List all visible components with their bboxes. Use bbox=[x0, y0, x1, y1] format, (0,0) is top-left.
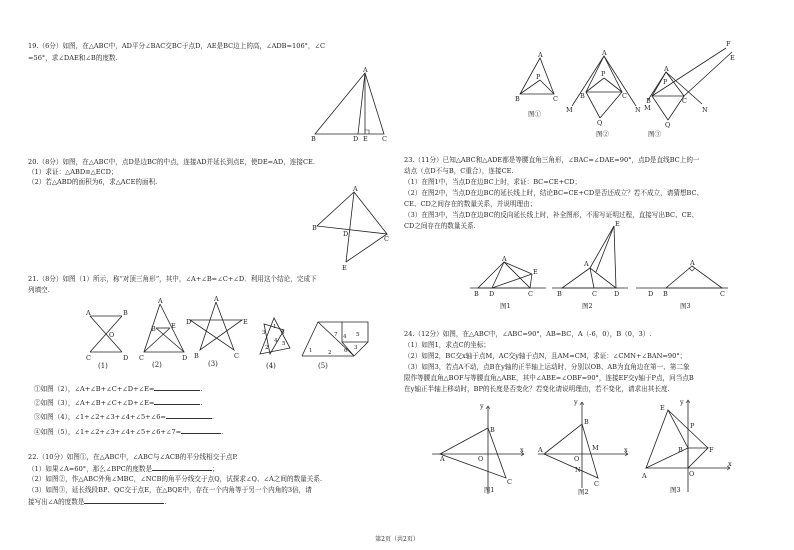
q22-f3-label-m: M bbox=[644, 104, 651, 112]
q19-label-e: E bbox=[363, 135, 368, 143]
q24-line6: 在y轴正半轴上移动时，BP的长度是否变化？若变化请说明理由，若不变化，请求出其长度. bbox=[404, 385, 670, 393]
q19-line1: 19.（6分）如图，在△ABC中，AD平分∠BAC交BC于点D，AE是BC边上的高，∠ADB=106°，∠C bbox=[28, 42, 326, 50]
q24-f3-label-a: A bbox=[642, 472, 647, 480]
q21-blank-4[interactable] bbox=[181, 427, 221, 434]
q21-fill-4: ④如图（5），∠1+∠2+∠3+∠4+∠5+∠6+∠7= . bbox=[34, 428, 224, 436]
q21-blank-1[interactable] bbox=[154, 384, 200, 391]
q22-f3-label-n: N bbox=[702, 106, 708, 114]
q24-f1-label-c: C bbox=[507, 478, 512, 486]
q22-f2-label-p: P bbox=[601, 70, 606, 78]
q21-line2: 列填空. bbox=[28, 286, 50, 294]
q19-line2: =56°，求∠DAE和∠B的度数. bbox=[28, 54, 118, 62]
q21-figure-3 bbox=[186, 295, 250, 368]
q23-f3-label-a: A bbox=[690, 259, 695, 267]
q24-line2: （1）如图1，求点C的坐标； bbox=[404, 341, 490, 349]
q23-line1: 23.（11分）已知△ABC和△ADE都是等腰直角三角形，∠BAC=∠DAE=90°，点D是直线BC上的一 bbox=[404, 156, 700, 164]
q21-caption-1: (1) bbox=[98, 362, 108, 370]
q22-f3-label-c: C bbox=[682, 97, 687, 105]
q22-f1-label-a: A bbox=[538, 51, 543, 59]
q21-f4-n4: 4 bbox=[274, 338, 278, 344]
q22-f1-label-c: C bbox=[553, 95, 558, 103]
q24-f2-label-m: M bbox=[592, 444, 599, 452]
q24-f1-label-x: x bbox=[520, 446, 524, 454]
q20-label-d: D bbox=[343, 230, 349, 238]
q24-f3-label-p: P bbox=[690, 422, 695, 430]
q22-f3-label-b: B bbox=[646, 97, 651, 105]
q23-f2-label-c: C bbox=[592, 290, 597, 298]
q21-fill-1: ①如图（2），∠A+∠B+∠C+∠D+∠E= . bbox=[34, 385, 203, 393]
q23-line7: CD之间存在的数量关系. bbox=[404, 222, 476, 230]
q22-caption-2: 图② bbox=[596, 130, 609, 138]
q22-f3-label-f: F bbox=[726, 40, 731, 48]
q21-f3-label-a: A bbox=[214, 295, 219, 303]
q23-caption-2: 图2 bbox=[582, 302, 593, 310]
q21-caption-3: (3) bbox=[208, 360, 218, 368]
q23-f3-label-b: B bbox=[663, 290, 668, 298]
q21-f5-n3: 3 bbox=[354, 345, 358, 351]
q23-figure-2 bbox=[552, 220, 632, 312]
q23-line3: （1）在图1中，当点D在边BC上时，求证：BC=CE+CD； bbox=[404, 178, 582, 186]
q22-caption-3: 图③ bbox=[648, 130, 661, 138]
q21-f5-n5: 5 bbox=[356, 332, 360, 338]
q24-f3-label-o: O bbox=[689, 470, 695, 478]
q23-line5: CE、CD之间存在的数量关系，并说明理由； bbox=[404, 200, 537, 208]
q21-f5-n2: 2 bbox=[328, 350, 332, 356]
q23-f3-label-d: D bbox=[648, 290, 654, 298]
q24-f1-label-a: A bbox=[440, 455, 445, 463]
q21-caption-4: (4) bbox=[266, 362, 276, 370]
q22-f2-label-n: N bbox=[635, 106, 641, 114]
q24-f1-label-y: y bbox=[480, 402, 484, 410]
q23-f1-label-a: A bbox=[502, 255, 507, 263]
q23-f3-label-c: C bbox=[720, 290, 725, 298]
q22-blank-1[interactable] bbox=[152, 464, 212, 471]
q22-f3-label-q: Q bbox=[665, 121, 671, 129]
q23-f1-label-c: C bbox=[528, 290, 533, 298]
q21-f2-label-d: D bbox=[182, 354, 188, 362]
q22-blank-2[interactable] bbox=[84, 497, 164, 504]
q19-label-b: B bbox=[311, 135, 316, 143]
q20-label-a: A bbox=[353, 185, 358, 193]
q24-f1-label-b: B bbox=[490, 426, 495, 434]
q23-f1-label-b: B bbox=[474, 290, 479, 298]
q20-label-c: C bbox=[384, 235, 389, 243]
q24-caption-1: 图1 bbox=[484, 486, 495, 494]
page-footer: 第2页（共2页） bbox=[375, 536, 419, 543]
q21-f3-label-c: C bbox=[234, 352, 239, 360]
q24-line5: 限作等腰直角△BOF与等腰直角△ABE，其中∠ABE=∠OBF=90°，连接EF交y轴于P点，问当点B bbox=[404, 374, 694, 382]
q21-f3-label-b: B bbox=[194, 352, 199, 360]
q22-figure-1 bbox=[514, 50, 560, 120]
q24-line4: （3）如图3，若点A不动，点B在y轴的正半轴上运动时，分别以OB、AB为直角边在第一、第二象 bbox=[404, 363, 690, 371]
q21-f1-label-a: A bbox=[86, 309, 91, 317]
q22-line1: 22.（10分）如图①，在△ABC中，∠ABC与∠ACB的平分线相交于点P. bbox=[28, 453, 238, 461]
q20-line1: 20.（8分）如图，在△ABC中，点D是边BC的中点，连接AD并延长到点E，使DE=AD，连接CE. bbox=[28, 158, 315, 166]
q21-figure-4 bbox=[254, 312, 298, 370]
q23-line6: （3）在图3中，当点D在边BC的反向延长线上时，补全图形，不需写证明过程，直接写出BC、CE、 bbox=[404, 211, 699, 219]
q21-fill-3: ③如图（4），∠1+∠2+∠3+∠4+∠5+∠6= . bbox=[34, 413, 215, 421]
q24-caption-2: 图2 bbox=[578, 488, 589, 496]
q22-f2-label-b: B bbox=[580, 92, 585, 100]
q19-figure bbox=[310, 66, 390, 143]
q22-line3: （2）如图②，作△ABC外角∠MBC，∠NCB的角平分线交于点Q，试探求∠Q、∠A之间的数量关系. bbox=[28, 475, 323, 483]
q23-f2-label-a: A bbox=[584, 260, 589, 268]
q22-figure-2 bbox=[562, 46, 644, 138]
q21-f3-label-d: D bbox=[186, 318, 192, 326]
q22-f2-label-a: A bbox=[602, 49, 607, 57]
q23-f2-label-b: B bbox=[557, 290, 562, 298]
q20-label-b: B bbox=[312, 224, 317, 232]
q21-f4-n3: 3 bbox=[262, 330, 266, 336]
q21-line1: 21.（8分）如图（1）所示，称“对顶三角形”，其中，∠A+∠B=∠C+∠D．利用这个结论，完成下 bbox=[28, 275, 317, 283]
q24-f2-label-x: x bbox=[624, 446, 628, 454]
q21-f5-n7: 7 bbox=[334, 332, 338, 338]
q22-f2-label-q: Q bbox=[597, 119, 603, 127]
q22-caption-1: 图① bbox=[528, 110, 541, 118]
q21-f4-n1: 1 bbox=[273, 324, 277, 330]
q21-caption-2: (2) bbox=[152, 361, 162, 369]
q21-fill-2: ②如图（3），∠A+∠B+∠C+∠D+∠E= . bbox=[34, 399, 203, 407]
q22-figure-3 bbox=[644, 40, 744, 138]
q21-figure-5 bbox=[298, 316, 378, 370]
q22-f2-label-m: M bbox=[566, 106, 573, 114]
q22-line5: 接写出∠A的度数是 . bbox=[28, 498, 167, 506]
q24-line1: 24.（12分）如图，在△ABC中，∠ABC=90°，AB=BC，A（-6，0），B（0，3）. bbox=[404, 330, 652, 338]
q24-f2-label-o: O bbox=[574, 455, 580, 463]
q24-f2-label-y: y bbox=[574, 398, 578, 406]
q24-f2-label-b: B bbox=[584, 418, 589, 426]
q22-f3-label-p: P bbox=[663, 78, 668, 86]
q24-f2-label-c: C bbox=[594, 480, 599, 488]
q21-f2-label-b: B bbox=[151, 325, 156, 333]
q24-figure-3 bbox=[642, 396, 738, 496]
q21-blank-3[interactable] bbox=[166, 412, 212, 419]
q19-label-d: D bbox=[353, 135, 359, 143]
q21-figure-1 bbox=[86, 309, 130, 370]
q21-f5-n1: 1 bbox=[309, 348, 313, 354]
q23-f1-label-d: D bbox=[489, 290, 495, 298]
q24-f3-label-b: B bbox=[678, 446, 683, 454]
q21-figure-2 bbox=[138, 297, 190, 369]
q21-f4-n6: 6 bbox=[281, 330, 285, 336]
q23-f1-label-e: E bbox=[533, 268, 538, 276]
q22-line2: （1）如果∠A=60°，那么∠BPC的度数是 ； bbox=[28, 465, 219, 473]
q23-f2-label-e: E bbox=[615, 220, 620, 228]
q23-caption-1: 图1 bbox=[500, 302, 511, 310]
q23-figure-1 bbox=[470, 252, 550, 312]
q19-label-a: A bbox=[363, 66, 368, 74]
q24-line3: （2）如图2，BC交x轴于点M，AC交y轴于点N，且AM=CM，求证：∠CMN+∠BAN=90°； bbox=[404, 352, 687, 360]
q23-caption-3: 图3 bbox=[680, 302, 691, 310]
q24-f2-label-n: N bbox=[575, 466, 581, 474]
q21-f1-label-b: B bbox=[123, 309, 128, 317]
q21-f2-label-e: E bbox=[171, 322, 176, 330]
q23-line2: 动点（点D不与B，C重合），连接CE. bbox=[404, 167, 514, 175]
q20-label-e: E bbox=[342, 264, 347, 272]
q23-line4: （2）在图2中，当点D在边BC的延长线上时，结论BC=CE+CD是否还成立？若不成立，请猜想BC、 bbox=[404, 189, 704, 197]
q21-f1-label-o: O bbox=[109, 331, 115, 339]
q22-f3-label-a: A bbox=[664, 65, 669, 73]
q24-f3-label-f: F bbox=[709, 446, 714, 454]
q21-f3-label-e: E bbox=[243, 318, 248, 326]
q24-f3-label-y: y bbox=[680, 398, 684, 406]
q22-f3-label-e: E bbox=[730, 54, 735, 62]
q21-f1-label-c: C bbox=[86, 354, 91, 362]
q21-f5-n6: 6 bbox=[344, 348, 348, 354]
q21-f4-n2: 2 bbox=[265, 345, 269, 351]
q20-figure bbox=[312, 186, 392, 270]
q24-f3-label-e: E bbox=[660, 404, 665, 412]
q21-blank-2[interactable] bbox=[154, 398, 200, 405]
q23-figure-3 bbox=[636, 254, 732, 312]
q20-line3: （2）若△ABD的面积为6，求△ACE的面积. bbox=[28, 178, 158, 186]
q21-f2-label-c: C bbox=[139, 354, 144, 362]
q24-figure-1 bbox=[432, 400, 532, 500]
q22-f1-label-p: P bbox=[536, 73, 541, 81]
q24-figure-2 bbox=[538, 396, 638, 496]
q21-caption-5: (5) bbox=[318, 362, 328, 370]
q22-line4: （3）如图③，延长线段BP、QC交于点E，在△BQE中，存在一个内角等于另一个内角的3倍，请 bbox=[28, 486, 312, 494]
q22-f1-label-b: B bbox=[515, 95, 520, 103]
q24-f3-label-x: x bbox=[728, 460, 732, 468]
q22-f2-label-c: C bbox=[622, 92, 627, 100]
q21-f1-label-d: D bbox=[123, 354, 129, 362]
q21-f2-label-a: A bbox=[158, 297, 163, 305]
q19-label-c: C bbox=[382, 135, 387, 143]
q23-f2-label-d: D bbox=[614, 290, 620, 298]
q21-f5-n4: 4 bbox=[343, 334, 347, 340]
q21-f4-n5: 5 bbox=[282, 341, 286, 347]
q24-f2-label-a: A bbox=[538, 446, 543, 454]
q20-line2: （1）求证：△ABD≌△ECD； bbox=[28, 168, 118, 176]
q24-f1-label-o: O bbox=[478, 455, 484, 463]
q24-caption-3: 图3 bbox=[670, 486, 681, 494]
